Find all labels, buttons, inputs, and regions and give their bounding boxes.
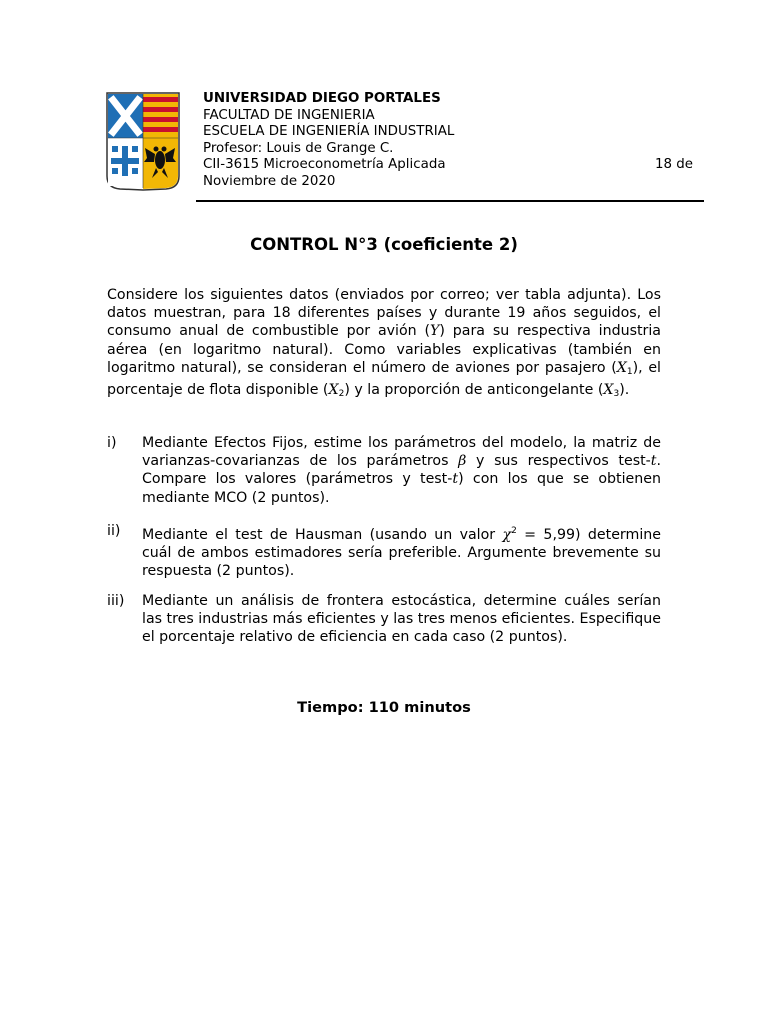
question-number: ii): [107, 523, 121, 539]
faculty-name: FACULTAD DE INGENIERIA: [203, 107, 375, 123]
question-text: Mediante un análisis de frontera estocástica, determine cuáles serían las tres industrias más eficientes y las tres menos eficientes. Especifique el porcentaje relativo de eficiencia en cada caso (2 puntos).: [142, 593, 661, 646]
question-item-1: [107, 434, 661, 507]
question-text: Mediante Efectos Fijos, estime los parámetros del modelo, la matriz de varianzas-covarianzas de los parámetros β y sus respectivos test-t. Compare los valores (parámetros y test-t) con los que se obtienen mediante MCO (2 puntos).: [142, 435, 661, 506]
course-row: [203, 157, 703, 174]
symbol-y: Y: [430, 323, 440, 340]
intro-text-4: ) y la proporción de anticongelante (: [344, 382, 604, 399]
question-number: i): [107, 435, 117, 451]
date-month-year: Noviembre de 2020: [203, 173, 336, 189]
subscript-1: 1: [626, 366, 633, 377]
question-item-3: [107, 592, 661, 647]
intro-text-2: ) para su respectiva industria aérea (en logaritmo natural). Como variables explicativas (también en logaritmo natural), se consideran el número de aviones por pasajero (: [107, 323, 662, 376]
symbol-beta: β: [458, 453, 467, 470]
subscript-3: 3: [613, 389, 620, 400]
question-number: iii): [107, 593, 125, 609]
subscript-2: 2: [338, 389, 345, 400]
header-divider: [196, 200, 704, 202]
superscript-2: 2: [511, 526, 517, 536]
symbol-x1: X: [616, 359, 627, 376]
question-item-2: [107, 522, 661, 581]
university-name: UNIVERSIDAD DIEGO PORTALES: [203, 91, 441, 106]
course-name: CII-3615 Microeconometría Aplicada: [203, 157, 446, 173]
page-title: CONTROL N°3 (coeficiente 2): [250, 235, 518, 254]
intro-text-1: Considere los siguientes datos (enviados por correo; ver tabla adjunta). Los datos muestran, para 18 diferentes países y durante 19 años seguidos, el consumo anual de combustible por avión (: [107, 287, 661, 340]
professor-name: Profesor: Louis de Grange C.: [203, 140, 394, 156]
time-limit: Tiempo: 110 minutos: [297, 699, 471, 716]
symbol-chi: χ: [502, 527, 512, 543]
intro-text-3: ), el porcentaje de flota disponible (: [107, 359, 661, 399]
university-crest-icon: [106, 92, 180, 192]
intro-text-5: ).: [619, 382, 630, 399]
symbol-t: t: [650, 453, 657, 470]
school-name: ESCUELA DE INGENIERÍA INDUSTRIAL: [203, 124, 455, 140]
symbol-t: t: [452, 471, 459, 488]
document-header: [203, 91, 703, 191]
symbol-x2: X: [328, 382, 339, 399]
question-text: Mediante el test de Hausman (usando un valor $\chi^2 = 5,99$) determine cuál de ambos estimadores sería preferible. Argumente brevemente su respuesta (2 puntos).: [142, 526, 661, 580]
symbol-x3: X: [603, 382, 614, 399]
intro-paragraph: [107, 286, 661, 403]
date-day: 18 de: [654, 157, 693, 173]
